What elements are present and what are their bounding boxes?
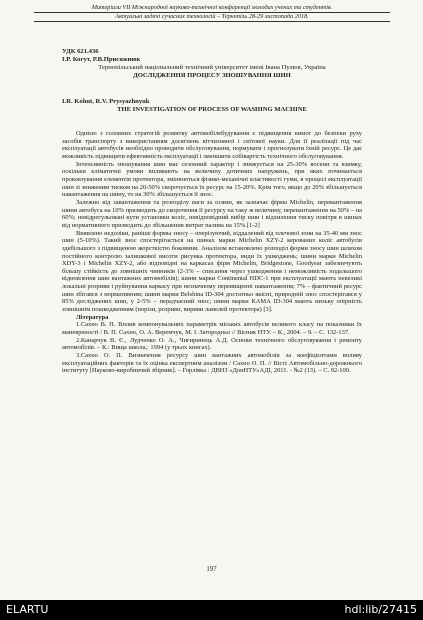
paragraph: Виявлено недоліки, раніше формы зносу – оперізуючий, віддалений від плечової зони на 35-40 мм знос шин (5-10%). Такий знос спостерігається на шинах марки Michelin XZY-2 керованих коліс автобусів здебільшого з підвищеною жорсткістю боковини. Аналізом встановлено розподіл форми зносу шин шляхом постійного контролю залишкової висоти рисунка протектора, види їх ушкоджень; шини марки Michelin XDY-3 і Michelin XZY-2, або відповідні на каркасах фірм Michelin, Bridgestone, Goodyear забезпечують більшу стійкість до зовнішніх чинників (2-3% – списання через ушкодження і неможливість подальшого відновлення шин вантажних автомобілів); шини марки Continental HDC-1 при експлуатації мають невеликі локальні розриви і руйнування каркасу при незначному перевищенні навантаження; 7% – фактичний ресурс шин збігався з нормативним; шини марки Belshina ID-304 достатньо якісні, природній знос спостерігався у 85% досліджених шин, у 2-5% – передчасний знос; шини марки КАМА ID-304 мають низьку опірність зовнішнім пошкодженням (порізи, розриви, вириви ламелей протектора) [3]. — [62, 229, 362, 314]
repository-name: ELARTU — [6, 603, 49, 616]
authors-ua: І.Р. Когут, Р.В.Присяжнюк — [62, 56, 141, 63]
article-en-block — [62, 98, 362, 114]
title-ua: ДОСЛІДЖЕННЯ ПРОЦЕСУ ЗНОШУВАННЯ ШИН — [133, 72, 291, 79]
udk-code: УДК 621.436 — [62, 48, 99, 55]
paragraph: Однією з головних стратегій розвитку автомобілебудування є підвищення вимог до безпеки руху засобів транспорту з використанням досягнень вітчизняної і світової науки. Для її реалізації під час експлуатації автобусів необхідно проводити обслуговування, нормувати і прогнозувати їхній ресурс. Це дає можливість підвищити ефективність експлуатації і зменшити собівартість технічного обслуговування. — [62, 130, 362, 160]
paragraph: Залежно від завантаження та розподілу ваги за осями, як зазначає фірма Michelin, перевантаження шини автобуса на 10% призводить до скорочення її ресурсу на таку ж величину, перевантаження на 50% – на 60%; невідрегульовані кути установки коліс, невідповідний вибір шин і відхилення тиску повітря в шинах від нормативного призводить до збільшення витрат палива на 15%.[1-2] — [62, 198, 362, 229]
footer-bar — [0, 600, 423, 620]
affiliation: Тернопільський національний технічний університет імені Івана Пулюя, Україна — [98, 64, 326, 71]
authors-en: I.R. Kohut, R.V. Prysyazhnyuk — [62, 98, 150, 105]
reference-item: 3.Сахно О. П. Визначення ресурсу шин вантажних автомобілів за коефіцієнтами впливу експлуатаційних факторів та їх оцінка експертним аналізом / Сахно О. П. // Вісті Автомобільно-дорожнього інституту [Науково-виробничий збірник]. – Горлівка : ДВНЗ «ДонНТУ»АДІ, 2011. - №2 (13). – С. 92-100. — [62, 352, 362, 375]
article-body — [62, 130, 362, 375]
header-line-1: Матеріали VII Міжнародної науково-технічної конференції молодих учених та студентів. — [34, 4, 390, 13]
reference-item: 2.Канарчук В. Є., Лудченко О. А., Чигиринець А.Д. Основи технічного обслуговування і ремонту автомобілів. – К.: Вища школа,: 1994 (у трьох книгах). — [62, 336, 362, 352]
reference-item: 1.Сахно В. П. Вплив компонувальних параметрів міських автобусів великого класу на показники їх маневреності / В. П. Сахно, О. А. Веремчук, М. І. Загородньо // Вісник НТУ. – К., 2004. – 9. – С. 132-137. — [62, 321, 362, 337]
running-header — [34, 4, 390, 22]
handle-link[interactable]: hdl:lib/27415 — [344, 603, 417, 616]
paragraph: Інтенсивність зношування шин має сезонний характер і знижується на 25-30% восени та взимку, оскільки кліматичні умови впливають на величину дотичних напружень, при яких починається проковзування елементів протектора, змінюються фізико-механічні властивості гуми, в процесі експлуатації шин зі зниженим тиском на 20-50% скорочується їх ресурс на 15-20%. Крім того, якщо до 20% збільшується навантаження на шину, то на 30% збільшується її знос. — [62, 160, 362, 199]
page-number: 197 — [206, 566, 217, 573]
header-line-2: Актуальні задачі сучасних технологій – Тернопіль 28-29 листопада 2018. — [34, 13, 390, 22]
literature-heading: Література — [76, 313, 109, 321]
title-en: THE INVESTIGATION OF PROCESS OF WASHING MACHINE — [117, 106, 307, 113]
article-ua-block — [62, 48, 362, 80]
